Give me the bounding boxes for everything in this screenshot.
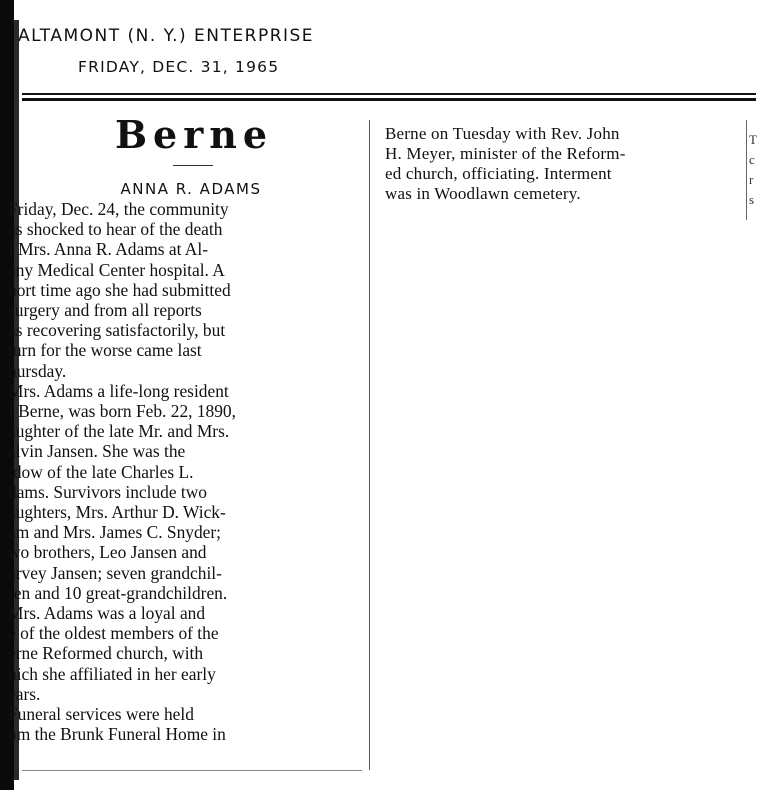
edge-fragment: c xyxy=(749,152,755,167)
text-line: wo brothers, Leo Jansen and xyxy=(8,542,207,563)
text-line: ed church, officiating. Interment xyxy=(385,164,612,183)
text-line: dams. Survivors include two xyxy=(8,481,208,502)
text-line: aughter of the late Mr. and Mrs. xyxy=(8,421,230,442)
heading-divider xyxy=(173,165,213,166)
article-column-1 xyxy=(8,112,360,744)
article-heading: Berne xyxy=(114,112,274,157)
text-line: hursday. xyxy=(8,360,67,381)
text-line: Funeral services were held xyxy=(8,704,194,725)
text-line: surgery and from all reports xyxy=(8,300,202,321)
column-1-text xyxy=(8,199,360,744)
text-line: arvey Jansen; seven grandchil- xyxy=(8,562,222,583)
text-line: hort time ago she had submitted xyxy=(8,279,231,300)
obituary-name: ANNA R. ADAMS xyxy=(120,180,262,198)
text-line: e of the oldest members of the xyxy=(8,623,219,644)
edge-fragment: T xyxy=(749,132,757,147)
text-line: am and Mrs. James C. Snyder; xyxy=(8,522,222,543)
text-line: f Mrs. Anna R. Adams at Al- xyxy=(8,239,208,260)
text-line: turn for the worse came last xyxy=(8,340,202,361)
text-line: Mrs. Adams was a loyal and xyxy=(8,603,206,624)
text-line: f Berne, was born Feb. 22, 1890, xyxy=(8,401,236,422)
text-line: om the Brunk Funeral Home in xyxy=(8,724,226,745)
text-line: alvin Jansen. She was the xyxy=(8,441,186,462)
text-line: any Medical Center hospital. A xyxy=(8,259,225,280)
masthead-paper-name: ALTAMONT (N. Y.) ENTERPRISE xyxy=(18,26,315,46)
text-line: hich she affiliated in her early xyxy=(8,663,216,684)
bottom-rule xyxy=(22,770,362,771)
text-line: Berne on Tuesday with Rev. John xyxy=(385,124,620,143)
text-line: as recovering satisfactorily, but xyxy=(8,320,226,341)
article-column-2 xyxy=(385,124,735,204)
text-line: H. Meyer, minister of the Reform- xyxy=(385,144,626,163)
text-line: erne Reformed church, with xyxy=(8,643,204,664)
cropped-adjacent-column xyxy=(749,130,757,210)
text-line: as shocked to hear of the death xyxy=(8,219,223,240)
column-divider-right xyxy=(746,120,747,220)
header-rule-thin xyxy=(22,93,756,95)
column-2-text xyxy=(385,124,735,204)
text-line: Mrs. Adams a life-long resident xyxy=(8,380,229,401)
edge-fragment: r xyxy=(749,172,754,187)
text-line: ears. xyxy=(8,683,41,704)
masthead-date: FRIDAY, DEC. 31, 1965 xyxy=(78,58,280,76)
header-rule-thick xyxy=(22,98,756,101)
edge-fragment: s xyxy=(749,192,755,207)
text-line: ren and 10 great-grandchildren. xyxy=(8,582,228,603)
text-line: Friday, Dec. 24, the community xyxy=(8,199,229,219)
text-line: aughters, Mrs. Arthur D. Wick- xyxy=(8,502,226,523)
column-divider xyxy=(369,120,370,770)
text-line: was in Woodlawn cemetery. xyxy=(385,184,581,203)
text-line: idow of the late Charles L. xyxy=(8,461,194,482)
